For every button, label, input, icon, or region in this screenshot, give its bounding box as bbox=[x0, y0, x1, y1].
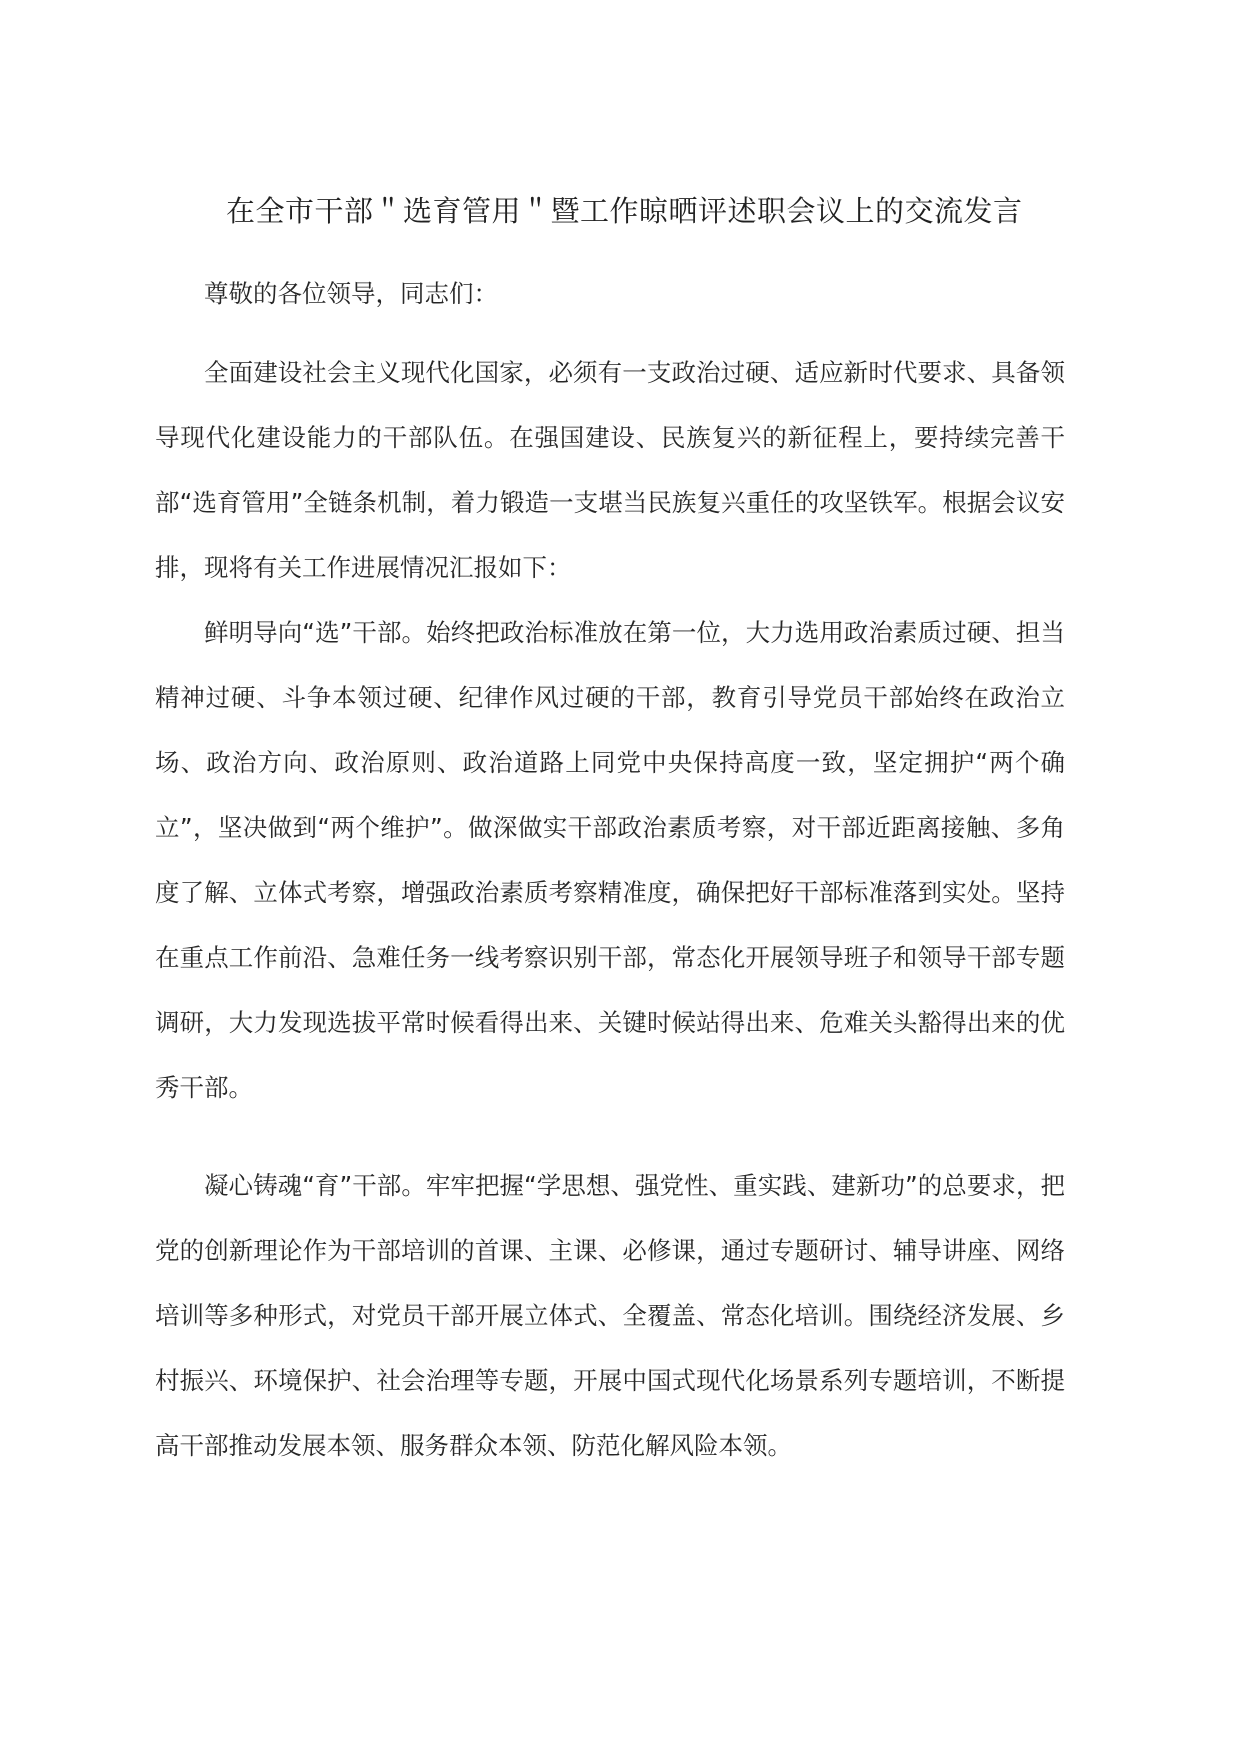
paragraph-intro: 全面建设社会主义现代化国家，必须有一支政治过硬、适应新时代要求、具备领导现代化建设能力的干部队伍。在强国建设、民族复兴的新征程上，要持续完善干部“选育管用”全链条机制，着力锻造一支堪当民族复兴重任的攻坚铁军。根据会议安排，现将有关工作进展情况汇报如下： bbox=[155, 358, 1065, 582]
document-title: 在全市干部＂选育管用＂暨工作晾晒评述职会议上的交流发言 bbox=[226, 194, 1023, 228]
paragraph-select-cadres: 鲜明导向“选”干部。始终把政治标准放在第一位，大力选用政治素质过硬、担当精神过硬、斗争本领过硬、纪律作风过硬的干部，教育引导党员干部始终在政治立场、政治方向、政治原则、政治道路上同党中央保持高度一致，坚定拥护“两个确立”，坚决做到“两个维护”。做深做实干部政治素质考察，对干部近距离接触、多角度了解、立体式考察，增强政治素质考察精准度，确保把好干部标准落到实处。坚持在重点工作前沿、急难任务一线考察识别干部，常态化开展领导班子和领导干部专题调研，大力发现选拔平常时候看得出来、关键时候站得出来、危难关头豁得出来的优秀干部。 bbox=[155, 618, 1065, 1102]
paragraph-cultivate-cadres: 凝心铸魂“育”干部。牢牢把握“学思想、强党性、重实践、建新功”的总要求，把党的创新理论作为干部培训的首课、主课、必修课，通过专题研讨、辅导讲座、网络培训等多种形式，对党员干部开展立体式、全覆盖、常态化培训。围绕经济发展、乡村振兴、环境保护、社会治理等专题，开展中国式现代化场景系列专题培训，不断提高干部推动发展本领、服务群众本领、防范化解风险本领。 bbox=[155, 1171, 1065, 1460]
salutation: 尊敬的各位领导，同志们： bbox=[204, 279, 498, 308]
